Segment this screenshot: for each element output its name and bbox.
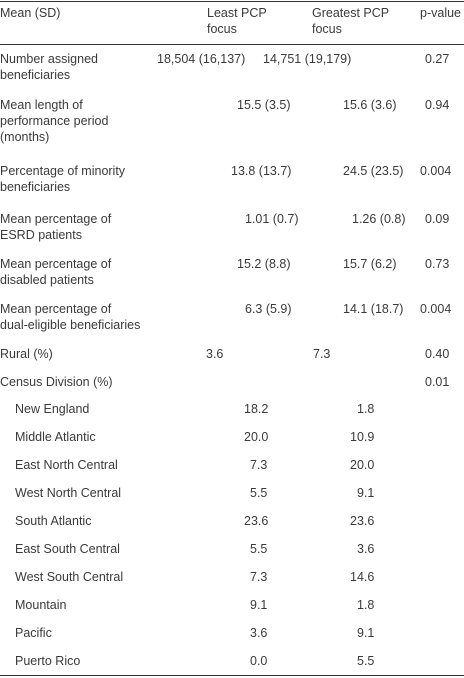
least-pcp-value: 7.3: [250, 570, 268, 584]
row-label: West South Central: [15, 570, 124, 584]
p-value: 0.09: [425, 212, 450, 226]
p-value: 0.004: [420, 164, 452, 178]
least-pcp-value: 3.6: [206, 347, 224, 361]
p-value: 0.27: [425, 52, 450, 66]
greatest-pcp-value: 7.3: [313, 347, 331, 361]
least-pcp-value: 6.3 (5.9): [245, 302, 292, 316]
row-label: South Atlantic: [15, 514, 92, 528]
greatest-pcp-value: 20.0: [350, 458, 375, 472]
row-label: West North Central: [15, 486, 122, 500]
greatest-pcp-value: 24.5 (23.5): [343, 164, 404, 178]
least-pcp-value: 15.5 (3.5): [237, 98, 291, 112]
row-label: Mean length of: [0, 98, 83, 112]
row-label: Census Division (%): [0, 375, 113, 389]
row-label: beneficiaries: [0, 180, 71, 194]
p-value: 0.40: [425, 347, 450, 361]
least-pcp-value: 1.01 (0.7): [245, 212, 299, 226]
row-label: East South Central: [15, 542, 120, 556]
header-least-pcp-line1: Least PCP: [207, 6, 267, 20]
row-label: Rural (%): [0, 347, 53, 361]
row-label: Mean percentage of: [0, 302, 112, 316]
greatest-pcp-value: 1.8: [357, 402, 375, 416]
row-label: Mean percentage of: [0, 257, 112, 271]
greatest-pcp-value: 3.6: [357, 542, 375, 556]
row-label: Puerto Rico: [15, 654, 81, 668]
p-value: 0.004: [420, 302, 452, 316]
row-label: New England: [15, 402, 90, 416]
row-label: performance period: [0, 114, 109, 128]
row-label: East North Central: [15, 458, 118, 472]
least-pcp-value: 3.6: [250, 626, 268, 640]
header-least-pcp-line2: focus: [207, 22, 237, 36]
table-bottom-rule: [0, 675, 464, 676]
least-pcp-value: 18,504 (16,137): [157, 52, 246, 66]
greatest-pcp-value: 1.26 (0.8): [352, 212, 406, 226]
table-top-rule: [0, 1, 464, 2]
greatest-pcp-value: 14.6: [350, 570, 375, 584]
least-pcp-value: 9.1: [250, 598, 268, 612]
row-label: ESRD patients: [0, 228, 82, 242]
row-label: (months): [0, 130, 50, 144]
row-label: dual-eligible beneficiaries: [0, 318, 141, 332]
greatest-pcp-value: 10.9: [350, 430, 375, 444]
least-pcp-value: 15.2 (8.8): [237, 257, 291, 271]
greatest-pcp-value: 14.1 (18.7): [343, 302, 404, 316]
greatest-pcp-value: 9.1: [357, 626, 375, 640]
p-value: 0.73: [425, 257, 450, 271]
row-label: Middle Atlantic: [15, 430, 96, 444]
row-label: beneficiaries: [0, 68, 71, 82]
row-label: disabled patients: [0, 273, 94, 287]
least-pcp-value: 7.3: [250, 458, 268, 472]
header-p-value: p-value: [420, 6, 461, 20]
least-pcp-value: 20.0: [244, 430, 269, 444]
least-pcp-value: 18.2: [244, 402, 269, 416]
row-label: Mean percentage of: [0, 212, 112, 226]
greatest-pcp-value: 9.1: [357, 486, 375, 500]
greatest-pcp-value: 5.5: [357, 654, 375, 668]
greatest-pcp-value: 1.8: [357, 598, 375, 612]
row-label: Mountain: [15, 598, 67, 612]
greatest-pcp-value: 14,751 (19,179): [263, 52, 352, 66]
least-pcp-value: 5.5: [250, 542, 268, 556]
row-label: Pacific: [15, 626, 52, 640]
header-stub: Mean (SD): [0, 6, 61, 20]
greatest-pcp-value: 15.7 (6.2): [343, 257, 397, 271]
table-header-rule: [0, 44, 464, 45]
p-value: 0.01: [425, 375, 450, 389]
p-value: 0.94: [425, 98, 450, 112]
least-pcp-value: 23.6: [244, 514, 269, 528]
greatest-pcp-value: 23.6: [350, 514, 375, 528]
greatest-pcp-value: 15.6 (3.6): [343, 98, 397, 112]
row-label: Percentage of minority: [0, 164, 126, 178]
least-pcp-value: 0.0: [250, 654, 268, 668]
least-pcp-value: 13.8 (13.7): [231, 164, 292, 178]
header-greatest-pcp-line2: focus: [312, 22, 342, 36]
least-pcp-value: 5.5: [250, 486, 268, 500]
row-label: Number assigned: [0, 52, 98, 66]
header-greatest-pcp-line1: Greatest PCP: [312, 6, 390, 20]
